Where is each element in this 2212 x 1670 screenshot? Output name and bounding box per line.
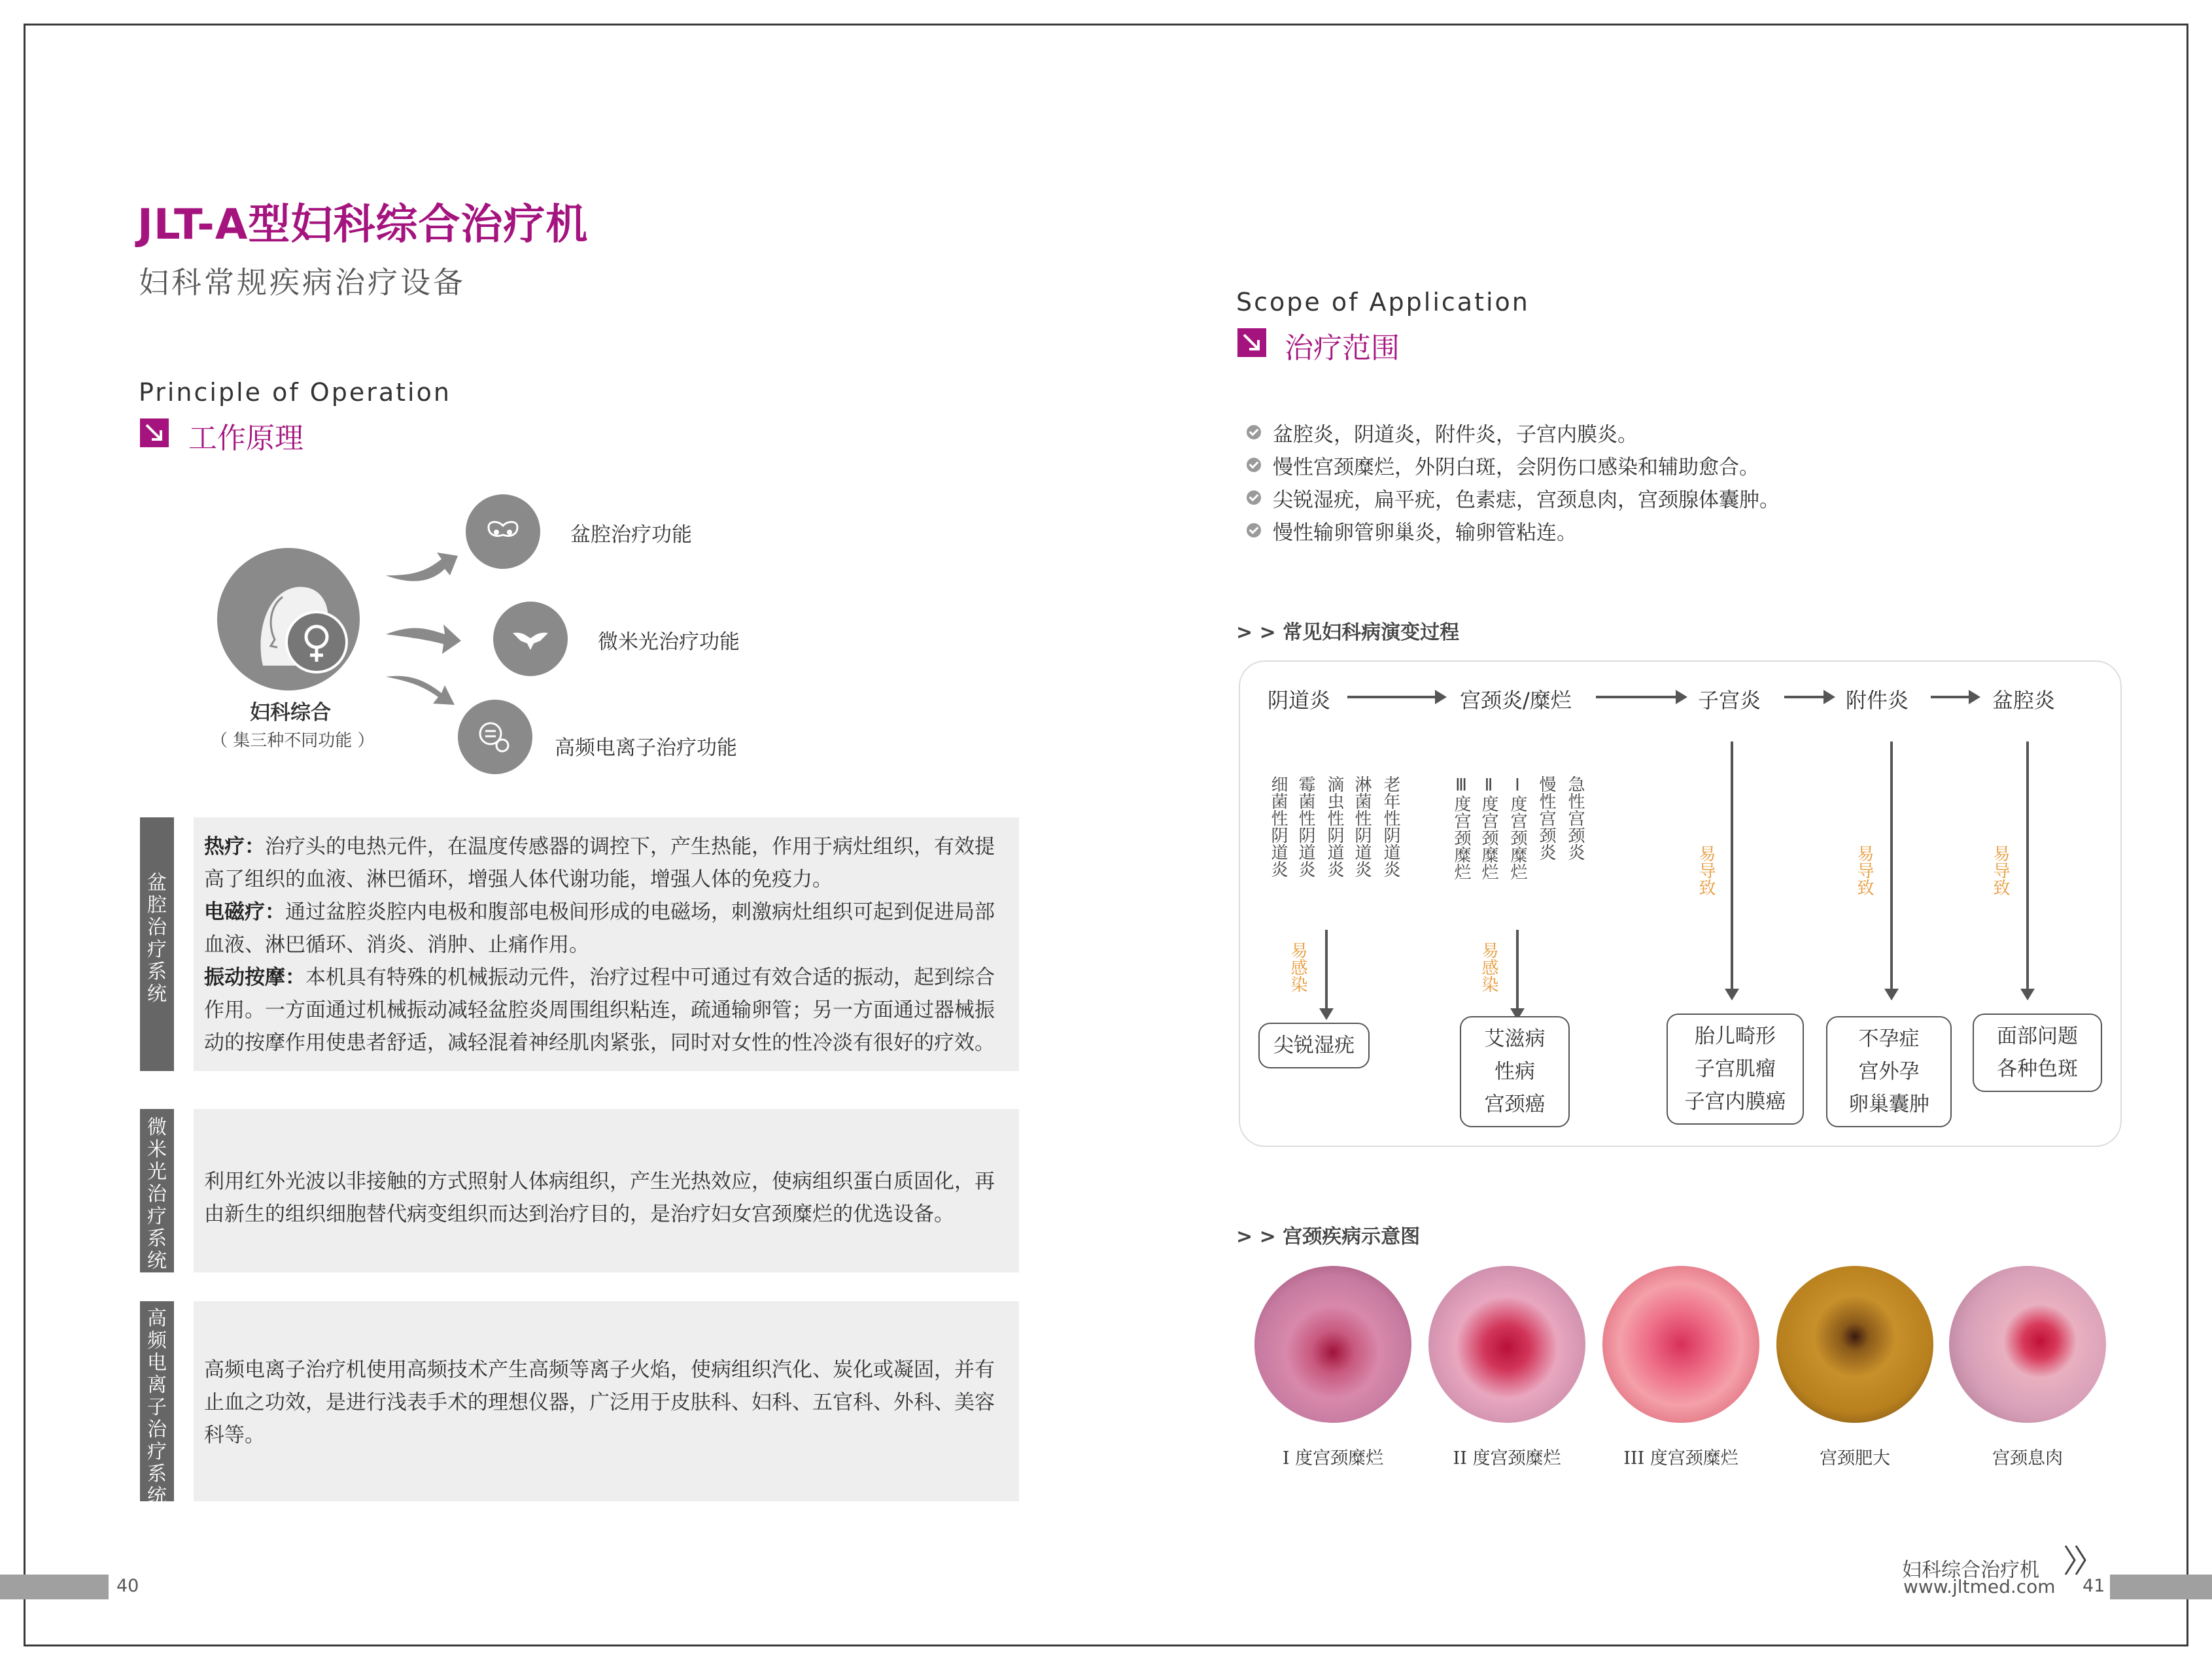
cervix-caption: 宫颈肥大: [1820, 1448, 1890, 1469]
flow-arrows-icon: [379, 536, 471, 706]
system-description: [194, 1301, 1019, 1501]
stage-label: 盆腔炎: [1992, 688, 2056, 713]
footer-bar-left: [0, 1575, 109, 1599]
arrow-badge-icon: [140, 418, 169, 447]
page-subtitle: 妇科常规疾病治疗设备: [139, 265, 466, 300]
flow-arrow: [1784, 696, 1825, 698]
electrode-icon: [458, 700, 532, 774]
cause-label: 易导致: [1854, 845, 1874, 896]
system-tab: 高频电离子治疗系统: [140, 1301, 174, 1501]
page-title: JLT-A型妇科综合治疗机: [137, 201, 589, 249]
paragraph-lead: 热疗：: [204, 835, 265, 859]
stage-label: 附件炎: [1846, 688, 1909, 713]
result-box: 不孕症 宫外孕 卵巢囊肿: [1826, 1016, 1952, 1127]
cervix-image: [1602, 1266, 1759, 1423]
cervix-caption: III 度宫颈糜烂: [1623, 1448, 1738, 1469]
cervix-caption: II 度宫颈糜烂: [1453, 1448, 1561, 1469]
check-icon: [1247, 425, 1261, 439]
paragraph-lead: 振动按摩：: [204, 966, 305, 989]
cervicitis-type: Ⅲ度宫颈糜烂: [1451, 775, 1471, 880]
vaginitis-type: 滴虫性阴道炎: [1324, 775, 1344, 878]
paragraph-text: 高频电离子治疗机使用高频技术产生高频等离子火焰，使病组织汽化、炭化或凝固，并有止血之功效，是进行浅表手术的理想仪器，广泛用于皮肤科、妇科、五官科、外科、美容科等。: [204, 1358, 995, 1447]
footer-website: www.jltmed.com: [1903, 1576, 2056, 1597]
scope-item: 慢性输卵管卵巢炎，输卵管粘连。: [1247, 514, 1780, 547]
cervix-image: [1776, 1266, 1933, 1423]
down-arrow: [1516, 930, 1519, 1010]
footer-product: 妇科综合治疗机: [1902, 1559, 2039, 1582]
result-box: 艾滋病 性病 宫颈癌: [1460, 1016, 1570, 1127]
stage-label: 宫颈炎/糜烂: [1460, 688, 1572, 713]
female-symbol-icon: [285, 611, 348, 673]
cervicitis-type: Ⅰ度宫颈糜烂: [1508, 775, 1527, 880]
vaginitis-type: 淋菌性阴道炎: [1352, 775, 1372, 878]
scope-heading-en: Scope of Application: [1236, 288, 1530, 316]
down-arrow: [1890, 741, 1893, 990]
cervix-image: [1254, 1266, 1411, 1423]
system-tab: 微米光治疗系统: [140, 1109, 174, 1272]
vaginitis-type: 霉菌性阴道炎: [1296, 775, 1315, 878]
scope-heading-cn: 治疗范围: [1285, 332, 1400, 365]
infect-label: 易感染: [1288, 942, 1307, 993]
cervix-image: [1949, 1266, 2106, 1423]
result-box: 面部问题 各种色斑: [1973, 1014, 2102, 1092]
scope-list: [1247, 416, 1780, 547]
cervix-caption: 宫颈息肉: [1992, 1448, 2063, 1469]
cervicitis-type: 急性宫颈炎: [1565, 775, 1585, 861]
double-chevron-icon: [2062, 1542, 2090, 1581]
vaginitis-type: 细菌性阴道炎: [1268, 775, 1288, 878]
down-arrow: [2026, 741, 2029, 990]
page-number-right: 41: [2082, 1576, 2105, 1596]
system-description: [194, 1109, 1019, 1272]
check-icon: [1247, 490, 1261, 505]
down-arrow: [1731, 741, 1733, 990]
result-box: 胎儿畸形 子宫肌瘤 子宫内膜癌: [1667, 1014, 1804, 1125]
flow-arrow: [1347, 696, 1436, 698]
function-label: 高频电离子治疗功能: [555, 736, 737, 760]
check-icon: [1247, 458, 1261, 472]
paragraph-text: 治疗头的电热元件，在温度传感器的调控下，产生热能，作用于病灶组织，有效提高了组织的血液、淋巴循环，增强人体代谢功能，增强人体的免疫力。: [204, 835, 995, 891]
cervix-image: [1428, 1266, 1585, 1423]
cervix-caption: I 度宫颈糜烂: [1282, 1448, 1384, 1469]
system-tab: 盆腔治疗系统: [140, 817, 174, 1071]
cervicitis-type: 慢性宫颈炎: [1536, 775, 1556, 861]
cause-label: 易导致: [1696, 845, 1716, 896]
scope-item: 慢性宫颈糜烂，外阴白斑，会阴伤口感染和辅助愈合。: [1247, 449, 1780, 481]
cause-label: 易导致: [1990, 845, 2010, 896]
paragraph-text: 本机具有特殊的机械振动元件，治疗过程中可通过有效合适的振动，起到综合作用。一方面通过机械振动减轻盆腔炎周围组织粘连，疏通输卵管；另一方面通过器械振动的按摩作用使患者舒适，减轻混着神经肌肉紧张，同时对女性的性冷淡有很好的疗效。: [204, 966, 995, 1055]
stage-label: 阴道炎: [1268, 688, 1331, 713]
vaginitis-type: 老年性阴道炎: [1381, 775, 1400, 878]
pelvis-icon: [466, 494, 540, 569]
check-icon: [1247, 523, 1261, 537]
function-label: 盆腔治疗功能: [570, 523, 692, 547]
scope-item: 盆腔炎，阴道炎，附件炎，子宫内膜炎。: [1247, 416, 1780, 449]
result-box: 尖锐湿疣: [1258, 1023, 1370, 1068]
paragraph-text: 利用红外光波以非接触的方式照射人体病组织，产生光热效应，使病组织蛋白质固化，再由新生的组织细胞替代病变组织而达到治疗目的，是治疗妇女宫颈糜烂的优选设备。: [204, 1170, 995, 1226]
footer-bar-right: [2110, 1575, 2212, 1599]
arrow-badge-icon: [1237, 328, 1266, 357]
page-number-left: 40: [116, 1576, 139, 1596]
scope-item: 尖锐湿疣，扁平疣，色素痣，宫颈息肉，宫颈腺体囊肿。: [1247, 481, 1780, 514]
flow-arrow: [1931, 696, 1970, 698]
progression-label: > > 常见妇科病演变过程: [1236, 621, 1460, 644]
cervicitis-type: Ⅱ度宫颈糜烂: [1479, 775, 1498, 880]
function-label: 微米光治疗功能: [598, 630, 740, 654]
paragraph-lead: 电磁疗：: [204, 900, 285, 924]
infect-label: 易感染: [1479, 942, 1498, 993]
down-arrow: [1325, 930, 1328, 1010]
paragraph-text: 通过盆腔炎腔内电极和腹部电极间形成的电磁场，刺激病灶组织可起到促进局部血液、淋巴循环、消炎、消肿、止痛作用。: [204, 900, 995, 957]
principle-heading-cn: 工作原理: [188, 422, 303, 455]
system-description: [194, 817, 1019, 1071]
principle-heading-en: Principle of Operation: [139, 378, 451, 407]
stage-label: 子宫炎: [1698, 688, 1761, 713]
cervix-label: > > 宫颈疾病示意图: [1236, 1225, 1421, 1248]
center-note: （ 集三种不同功能 ）: [211, 731, 375, 751]
flow-arrow: [1596, 696, 1677, 698]
uterus-icon: [493, 602, 568, 676]
center-label: 妇科综合: [250, 701, 331, 724]
